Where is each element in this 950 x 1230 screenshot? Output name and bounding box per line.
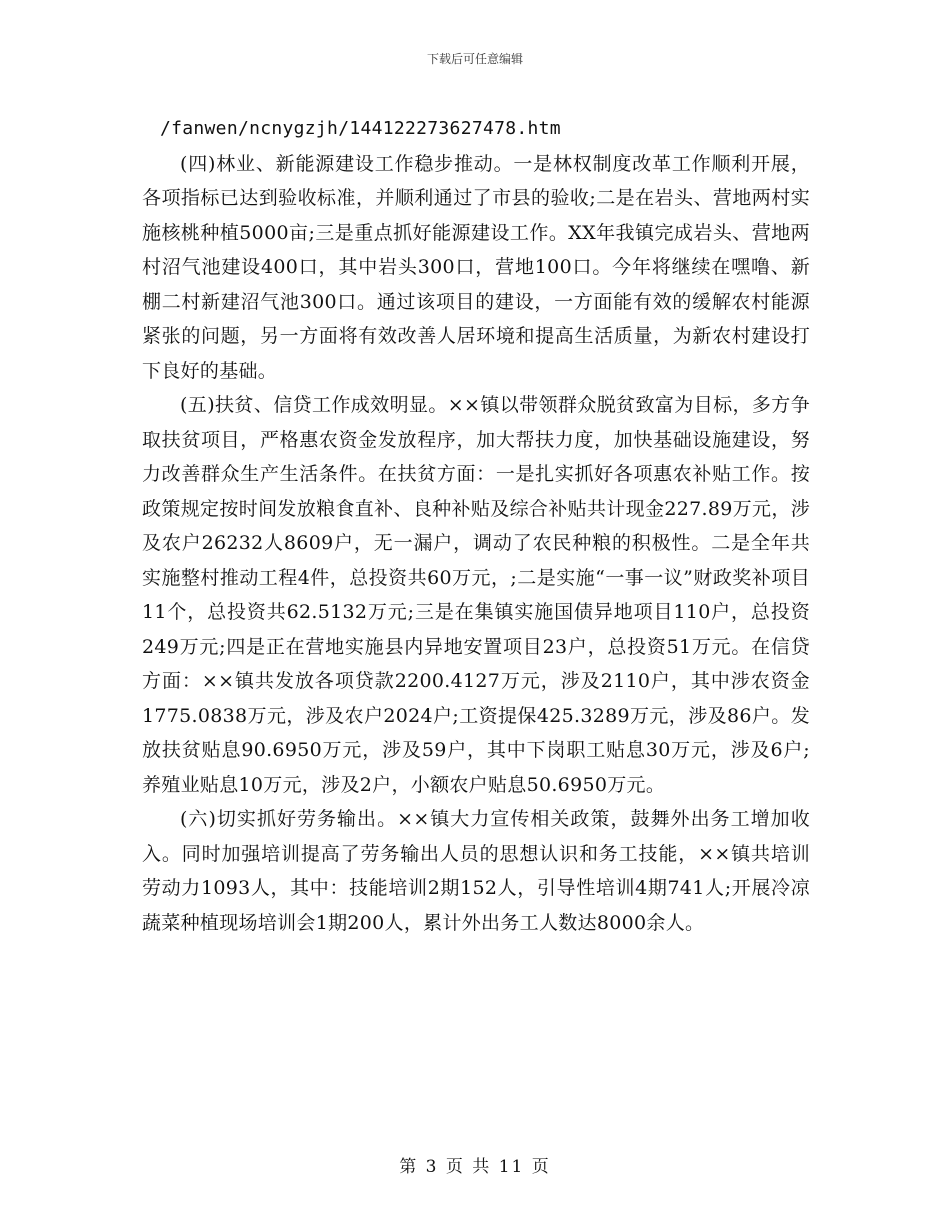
paragraph-labor-export: (六)切实抓好劳务输出。××镇大力宣传相关政策，鼓舞外出务工增加收入。同时加强培训提高了劳务输出人员的思想认识和务工技能，××镇共培训劳动力1093人，其中：技能培训2期152人，引导性培训4期741人;开展冷凉蔬菜种植现场培训会1期200人，累计外出务工人数达8000余人。 <box>142 808 810 934</box>
page-header: 下载后可任意编辑 <box>426 52 523 66</box>
document-body <box>142 112 810 940</box>
paragraph-forestry-energy: (四)林业、新能源建设工作稳步推动。一是林权制度改革工作顺利开展，各项指标已达到验收标准，并顺利通过了市县的验收;二是在岩头、营地两村实施核桃种植5000亩;三是重点抓好能源建设工作。XX年我镇完成岩头、营地两村沼气池建设400口，其中岩头300口，营地100口。今年将继续在嘿噜、新棚二村新建沼气池300口。通过该项目的建设，一方面能有效的缓解农村能源紧张的问题，另一方面将有效改善人居环境和提高生活质量，为新农村建设打下良好的基础。 <box>142 152 810 382</box>
paragraph-poverty-credit: (五)扶贫、信贷工作成效明显。××镇以带领群众脱贫致富为目标，多方争取扶贫项目，严格惠农资金发放程序，加大帮扶力度，加快基础设施建设，努力改善群众生产生活条件。在扶贫方面：一是扎实抓好各项惠农补贴工作。按政策规定按时间发放粮食直补、良种补贴及综合补贴共计现金227.89万元，涉及农户26232人8609户，无一漏户，调动了农民种粮的积极性。二是全年共实施整村推动工程4件，总投资共60万元，;二是实施“一事一议”财政奖补项目11个，总投资共62.5132万元;三是在集镇实施国债异地项目110户，总投资249万元;四是正在营地实施县内异地安置项目23户，总投资51万元。在信贷方面：××镇共发放各项贷款2200.4127万元，涉及2110户，其中涉农资金1775.0838万元，涉及农户2024户;工资提保425.3289万元，涉及86户。发放扶贫贴息90.6950万元，涉及59户，其中下岗职工贴息30万元，涉及6户;养殖业贴息10万元，涉及2户，小额农户贴息50.6950万元。 <box>142 394 810 796</box>
url-line: /fanwen/ncnygzjh/144122273627478.htm <box>160 118 561 139</box>
page-number: 第 3 页 共 11 页 <box>399 1157 551 1177</box>
